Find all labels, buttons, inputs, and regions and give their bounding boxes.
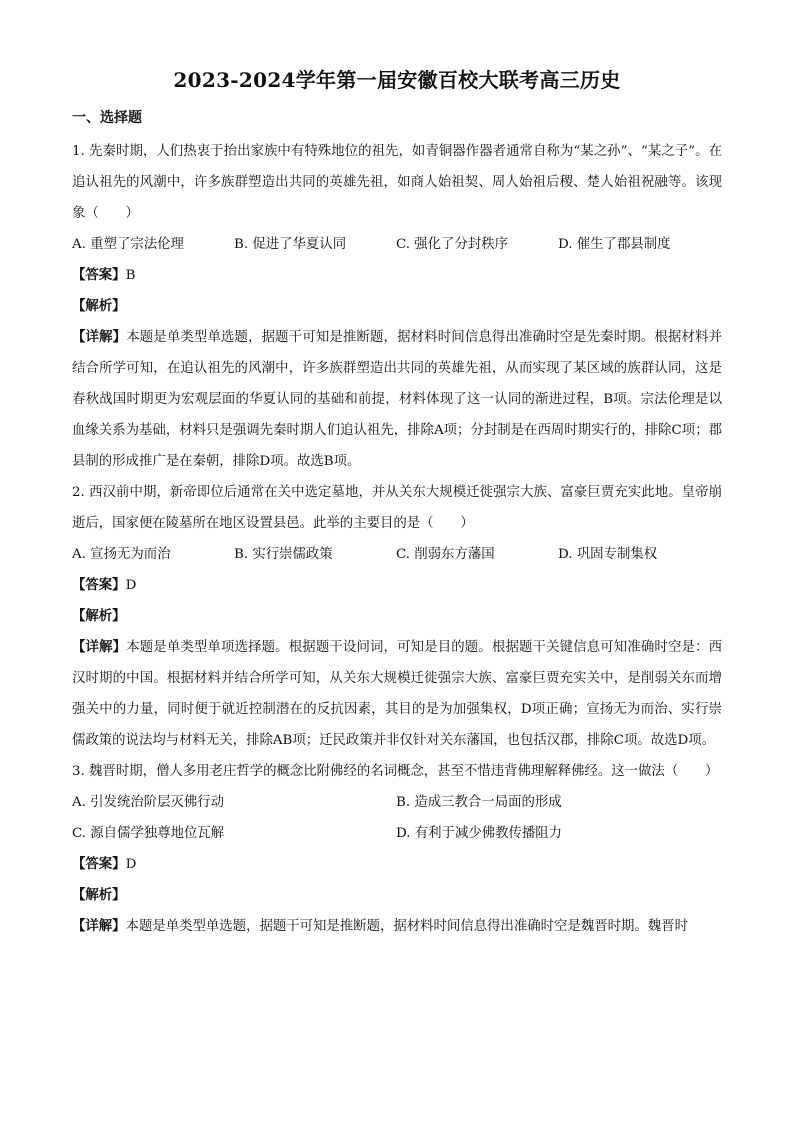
detail-paragraph xyxy=(72,911,722,942)
option-d: D. 催生了郡县制度 xyxy=(558,237,671,252)
options-row xyxy=(72,229,722,260)
answer-line xyxy=(72,260,722,291)
option-b: B. 促进了华夏认同 xyxy=(234,237,347,252)
option-c: C. 削弱东方藩国 xyxy=(396,547,495,562)
section-heading: 一、选择题 xyxy=(72,110,142,126)
question-text: 3. 魏晋时期，僧人多用老庄哲学的概念比附佛经的名词概念，甚至不惜违背佛理解释佛经。这一做法（ ） xyxy=(72,764,719,779)
options-row-2 xyxy=(72,818,722,849)
question-2 xyxy=(72,477,722,756)
detail-text: 本题是单类型单选题，据题干可知是推断题，据材料时间信息得出准确时空是先秦时期。根据材料并结合所学可知，在追认祖先的风潮中，许多族群塑造出共同的英雄先祖，从而实现了某区域的族群认同，这是春秋战国时期更为宏观层面的华夏认同的基础和前提，材料体现了这一认同的渐进过程，B项。宗法伦理是以血缘关系为基础，材料只是强调先秦时期人们追认祖先，排除A项；分封制是在西周时期实行的，排除C项；郡县制的形成推广是在秦朝，排除D项。故选B项。 xyxy=(72,330,723,469)
answer-label: 【答案】 xyxy=(72,577,126,593)
answer-value: D xyxy=(125,578,137,593)
detail-paragraph xyxy=(72,322,722,477)
detail-paragraph xyxy=(72,632,722,756)
answer-label: 【答案】 xyxy=(72,267,126,283)
detail-text: 本题是单类型单项选择题。根据题干设问词，可知是目的题。根据题干关键信息可知准确时空是：西汉时期的中国。根据材料并结合所学可知，从关东大规模迁徙强宗大族、富豪巨贾充实关中，是削弱关东而增强关中的力量，同时便于就近控制潜在的反抗因素，其目的是为加强集权，D项正确；宣扬无为而治、实行崇儒政策的说法均与材料无关，排除AB项；迁民政策并非仅针对关东藩国，也包括汉郡，排除C项。故选D项。 xyxy=(72,640,723,748)
detail-label: 【详解】 xyxy=(72,329,127,345)
question-text: 1. 先秦时期，人们热衷于抬出家族中有特殊地位的祖先，如青铜器作器者通常自称为“某之孙”、“某之子”。在追认祖先的风潮中，许多族群塑造出共同的英雄先祖，如商人始祖契、周人始祖后稷、楚人始祖祝融等。该现象（ ） xyxy=(72,144,722,221)
analysis-line xyxy=(72,601,722,632)
option-b: B. 实行崇儒政策 xyxy=(234,547,333,562)
analysis-label: 【解析】 xyxy=(72,887,126,903)
analysis-line xyxy=(72,291,722,322)
detail-label: 【详解】 xyxy=(72,639,127,655)
answer-line xyxy=(72,849,722,880)
analysis-label: 【解析】 xyxy=(72,608,126,624)
detail-label: 【详解】 xyxy=(72,918,126,934)
option-a: A. 重塑了宗法伦理 xyxy=(72,237,184,252)
option-b: B. 造成三教合一局面的形成 xyxy=(396,795,562,810)
options-row xyxy=(72,539,722,570)
analysis-label: 【解析】 xyxy=(72,298,126,314)
question-3 xyxy=(72,756,722,942)
option-c: C. 强化了分封秩序 xyxy=(396,237,509,252)
option-c: C. 源自儒学独尊地位瓦解 xyxy=(72,826,225,841)
detail-text: 本题是单类型单选题，据题干可知是推断题，据材料时间信息得出准确时空是魏晋时期。魏晋时 xyxy=(125,919,688,934)
analysis-line xyxy=(72,880,722,911)
question-1 xyxy=(72,136,722,477)
answer-line xyxy=(72,570,722,601)
answer-label: 【答案】 xyxy=(72,856,126,872)
option-a: A. 引发统治阶层灭佛行动 xyxy=(72,795,225,810)
options-row-1 xyxy=(72,787,722,818)
option-d: D. 巩固专制集权 xyxy=(558,547,658,562)
option-d: D. 有利于减少佛教传播阻力 xyxy=(396,826,563,841)
question-text: 2. 西汉前中期，新帝即位后通常在关中选定墓地，并从关东大规模迁徙强宗大族、富豪巨贾充实此地。皇帝崩逝后，国家便在陵墓所在地区设置县邑。此举的主要目的是（ ） xyxy=(72,485,722,531)
page-title: 2023-2024学年第一届安徽百校大联考高三历史 xyxy=(173,68,621,92)
answer-value: B xyxy=(125,268,136,283)
option-a: A. 宣扬无为而治 xyxy=(72,547,171,562)
answer-value: D xyxy=(125,857,137,872)
